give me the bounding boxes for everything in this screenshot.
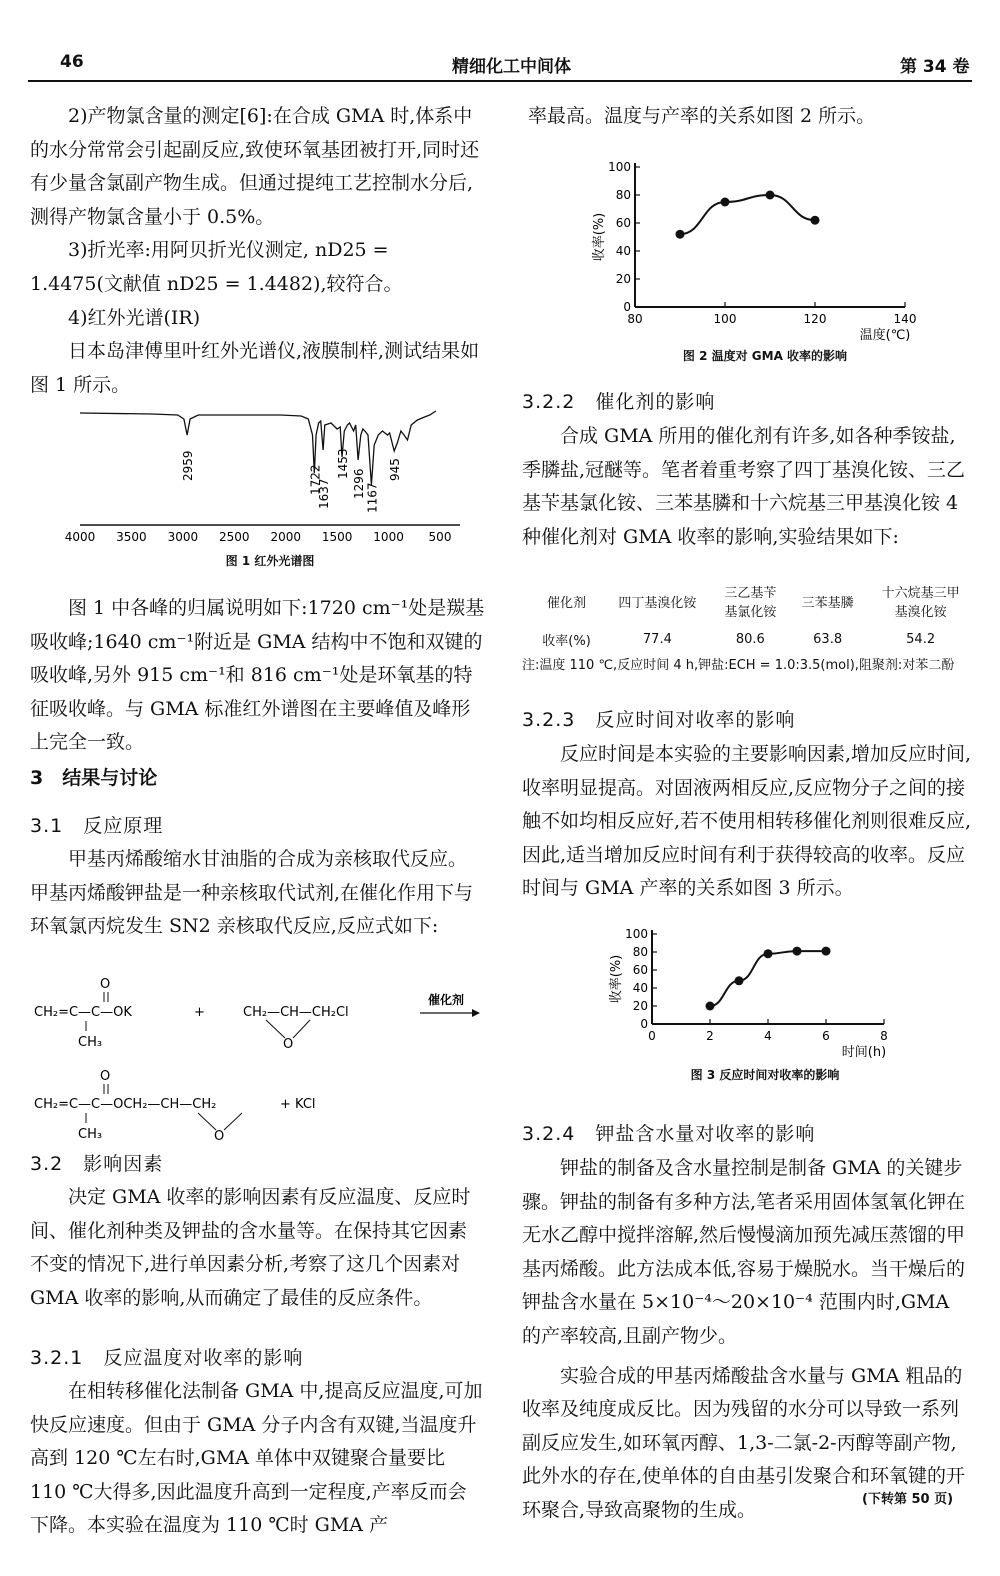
paragraph-temperature: 在相转移催化法制备 GMA 中,提高反应温度,可加快反应速度。但由于 GMA 分子内含有双键,当温度升高到 120 ℃左右时,GMA 单体中双键聚合量要比 110 ℃大得多,因此温度升高到一定程度,产率反而会下降。本实验在温度为 110 ℃时 GMA 产 xyxy=(30,1380,483,1537)
yield-row-label: 收率(%) xyxy=(542,633,591,649)
ir-peak-label: 1637 xyxy=(317,478,332,509)
paragraph-ir-method: 日本岛津傅里叶红外光谱仪,液膜制样,测试结果如图 1 所示。 xyxy=(30,340,480,396)
right-column-time xyxy=(522,738,974,906)
ir-x-tick: 4000 xyxy=(64,530,96,544)
right-column-water xyxy=(522,1152,974,1528)
product-gma: CH₂=C—C—OCH₂—CH—CH₂ xyxy=(34,1097,217,1112)
x-tick-label: 140 xyxy=(893,312,917,326)
ir-peak-label: 2959 xyxy=(181,450,196,481)
ir-x-tick: 2000 xyxy=(270,530,301,544)
continued-note: (下转第 50 页) xyxy=(862,1492,954,1507)
ir-peak-label: 1722 xyxy=(308,464,323,495)
journal-title: 精细化工中间体 xyxy=(452,57,571,77)
y-tick-label: 0 xyxy=(640,1017,648,1031)
right-column-catalyst xyxy=(522,420,974,554)
y-tick-label: 80 xyxy=(632,945,648,959)
paragraph-temp-figure-ref: 率最高。温度与产率的关系如图 2 所示。 xyxy=(528,105,876,127)
y-tick-label: 40 xyxy=(632,981,648,995)
catalyst-1-yield: 77.4 xyxy=(642,631,672,647)
temperature-yield-chart xyxy=(585,155,915,347)
catalyst-label: 催化剂 xyxy=(428,993,465,1007)
left-column-temperature xyxy=(30,1375,485,1543)
paragraph-ir-assignment: 图 1 中各峰的归属说明如下:1720 cm⁻¹处是羰基吸收峰;1640 cm⁻¹附近是 GMA 结构中不饱和双键的吸收峰,另外 915 cm⁻¹和 816 cm⁻¹处是环氧基的特征吸收峰。与 GMA 标准红外谱图在主要峰值及峰形上完全一致。 xyxy=(30,597,485,754)
kcl-byproduct: + KCl xyxy=(280,1097,316,1112)
paragraph-catalyst: 合成 GMA 所用的催化剂有许多,如各种季铵盐,季膦盐,冠醚等。笔者着重考察了四丁基溴化铵、三乙基苄基氯化铵、三苯基膦和十六烷基三甲基溴化铵 4 种催化剂对 GMA 收率的影响,实验结果如下: xyxy=(522,425,966,548)
paragraph-ir-heading: 4)红外光谱(IR) xyxy=(68,306,201,329)
left-column-top xyxy=(30,100,485,402)
methyl-group-1: CH₃ xyxy=(78,1035,103,1050)
y-axis-label: 收率(%) xyxy=(592,212,607,262)
y-tick-label: 20 xyxy=(615,272,631,286)
reactant-methacrylate: CH₂=C—C—OK xyxy=(34,1005,132,1020)
paragraph-water-effect: 实验合成的甲基丙烯酸盐含水量与 GMA 粗品的收率及纯度成反比。因为残留的水分可以导致一系列副反应发生,如环氧丙醇、1,3-二氯-2-丙醇等副产物,此外水的存在,使单体的自由基引发聚合和环氧键的开环聚合,导致高聚物的生成。 xyxy=(522,1364,966,1521)
section-3-2-3-heading: 3.2.3 反应时间对收率的影响 xyxy=(522,709,796,731)
catalyst-1-name: 四丁基溴化铵 xyxy=(618,595,697,611)
section-3-2-2-heading: 3.2.2 催化剂的影响 xyxy=(522,391,716,413)
section-3-2-1-heading: 3.2.1 反应温度对收率的影响 xyxy=(30,1347,304,1369)
y-tick-label: 60 xyxy=(615,216,631,230)
y-tick-label: 100 xyxy=(608,160,631,174)
header-rule xyxy=(28,80,972,82)
y-tick-label: 80 xyxy=(615,188,631,202)
ir-peak-label: 1453 xyxy=(335,448,350,479)
data-point xyxy=(793,947,802,956)
data-point xyxy=(706,1002,715,1011)
ir-x-tick: 2500 xyxy=(219,530,250,544)
plus-sign: + xyxy=(194,1005,205,1020)
catalyst-4-name: 十六烷基三甲 基溴化铵 xyxy=(881,586,960,620)
catalyst-table xyxy=(530,578,975,654)
yield-row xyxy=(530,624,975,654)
ir-x-tick: 3000 xyxy=(167,530,199,544)
ir-x-tick: 500 xyxy=(428,530,452,544)
section-3-heading: 3 结果与讨论 xyxy=(30,767,158,789)
figure2-caption: 图 2 温度对 GMA 收率的影响 xyxy=(682,349,848,363)
paragraph-chlorine: 2)产物氯含量的测定[6]:在合成 GMA 时,体系中的水分常常会引起副反应,致使环氧基团被打开,同时还有少量含氯副产物生成。但通过提纯工艺控制水分后,测得产物氯含量小于 0.5%。 xyxy=(30,105,480,228)
paragraph-water-content: 钾盐的制备及含水量控制是制备 GMA 的关键步骤。钾盐的制备有多种方法,笔者采用固体氢氧化钾在无水乙醇中搅拌溶解,然后慢慢滴加预先减压蒸馏的甲基丙烯酸。此方法成本低,容易于燥脱水。当干燥后的钾盐含水量在 5×10⁻⁴～20×10⁻⁴ 范围内时,GMA 的产率较高,且副产物少。 xyxy=(522,1157,966,1347)
ir-spectrum-chart xyxy=(64,385,470,550)
ir-peak-label: 1296 xyxy=(352,468,367,499)
data-point xyxy=(822,947,831,956)
carbonyl-o-1: O xyxy=(100,977,111,992)
x-tick-label: 100 xyxy=(713,312,737,326)
x-tick-label: 120 xyxy=(803,312,827,326)
y-tick-label: 40 xyxy=(615,244,631,258)
x-tick-label: 80 xyxy=(627,312,643,326)
carbonyl-o-2: O xyxy=(100,1069,111,1084)
x-tick-label: 6 xyxy=(822,1029,830,1043)
catalyst-3-yield: 63.8 xyxy=(813,631,843,647)
x-tick-label: 4 xyxy=(764,1029,772,1043)
data-point xyxy=(735,976,744,985)
catalyst-3-name: 三苯基膦 xyxy=(801,595,854,611)
data-point xyxy=(766,191,775,200)
ir-x-tick: 1000 xyxy=(373,530,404,544)
reactant-epichlorohydrin: CH₂—CH—CH₂Cl xyxy=(243,1005,349,1020)
series-line xyxy=(710,951,826,1006)
catalyst-2-name: 三乙基苄 基氯化铵 xyxy=(724,586,777,620)
figure1-caption: 图 1 红外光谱图 xyxy=(225,554,315,568)
paragraph-principle: 甲基丙烯酸缩水甘油脂的合成为亲核取代反应。甲基丙烯酸钾盐是一种亲核取代试剂,在催化作用下与环氧氯丙烷发生 SN2 亲核取代反应,反应式如下: xyxy=(30,848,474,938)
y-tick-label: 20 xyxy=(632,999,648,1013)
epoxide-o-2: O xyxy=(214,1129,225,1144)
catalyst-row xyxy=(530,578,975,624)
section-3-2-4-heading: 3.2.4 钾盐含水量对收率的影响 xyxy=(522,1123,816,1145)
y-tick-label: 100 xyxy=(625,927,648,941)
data-point xyxy=(721,198,730,207)
data-point xyxy=(676,230,685,239)
catalyst-2-yield: 80.6 xyxy=(735,631,765,647)
catalyst-4-yield: 54.2 xyxy=(906,631,936,647)
x-axis-label: 时间(h) xyxy=(841,1045,887,1060)
ir-x-tick: 3500 xyxy=(116,530,147,544)
paragraph-refractive-index: 3)折光率:用阿贝折光仪测定, nD25 = 1.4475(文献值 nD25 = 1.4482),较符合。 xyxy=(30,239,403,295)
x-tick-label: 8 xyxy=(880,1029,888,1043)
paragraph-factors: 决定 GMA 收率的影响因素有反应温度、反应时间、催化剂种类及钾盐的含水量等。在保持其它因素不变的情况下,进行单因素分析,考察了这几个因素对 GMA 收率的影响,从而确定了最佳的反应条件。 xyxy=(30,1186,471,1309)
catalyst-row-label: 催化剂 xyxy=(547,595,587,611)
left-column-factors xyxy=(30,1181,485,1315)
ir-peak-label: 1167 xyxy=(365,482,380,513)
left-column-principle xyxy=(30,843,485,944)
methyl-group-2: CH₃ xyxy=(78,1127,103,1142)
right-column-top xyxy=(528,100,973,134)
data-point xyxy=(811,216,820,225)
ir-peak-label: 945 xyxy=(388,458,403,481)
epoxide-o-1: O xyxy=(283,1037,294,1052)
paragraph-time: 反应时间是本实验的主要影响因素,增加反应时间,收率明显提高。对固液两相反应,反应物分子之间的接触不如均相反应好,若不使用相转移催化剂则很难反应,因此,适当增加反应时间有利于获得较高的收率。反应时间与 GMA 产率的关系如图 3 所示。 xyxy=(522,743,972,900)
table-note: 注:温度 110 ℃,反应时间 4 h,钾盐:ECH = 1.0:3.5(mol),阻聚剂:对苯二酚 xyxy=(522,658,955,673)
data-point xyxy=(764,949,773,958)
volume-label: 第 34 卷 xyxy=(900,57,970,77)
figure3-caption: 图 3 反应时间对收率的影响 xyxy=(690,1068,840,1082)
page-number: 46 xyxy=(60,52,84,72)
y-tick-label: 0 xyxy=(623,300,631,314)
ir-x-tick: 1500 xyxy=(321,530,353,544)
x-tick-label: 0 xyxy=(648,1029,656,1043)
series-line xyxy=(680,195,815,234)
time-yield-chart xyxy=(598,922,908,1062)
x-axis-label: 温度(℃) xyxy=(859,328,911,343)
left-column-mid xyxy=(30,592,485,760)
y-axis-label: 收率(%) xyxy=(609,954,624,1004)
reaction-scheme xyxy=(28,968,488,1148)
section-3-2-heading: 3.2 影响因素 xyxy=(30,1153,164,1175)
x-tick-label: 2 xyxy=(706,1029,714,1043)
section-3-1-heading: 3.1 反应原理 xyxy=(30,815,164,837)
y-tick-label: 60 xyxy=(632,963,648,977)
